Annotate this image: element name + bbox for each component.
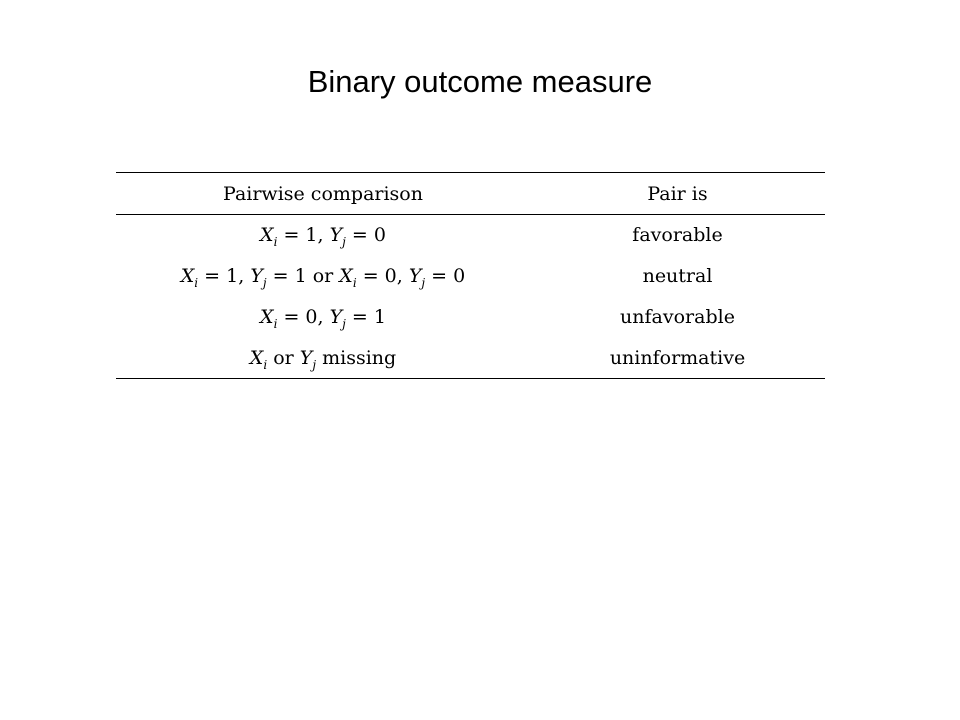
subscript-index: i: [194, 275, 199, 290]
comparison-cell: [116, 297, 530, 338]
table-row: [116, 297, 825, 338]
comparison-text: = 1,: [198, 265, 251, 287]
variable-symbol: X: [249, 346, 264, 369]
subscript-index: j: [312, 357, 317, 372]
comparison-text: = 0,: [356, 265, 409, 287]
variable-symbol: X: [260, 306, 274, 328]
comparison-text: = 0: [425, 265, 466, 287]
comparison-text: = 0,: [277, 306, 330, 328]
table-row: [116, 215, 825, 256]
comparison-text: = 1 or: [266, 265, 340, 287]
variable-symbol: X: [180, 265, 195, 287]
subscript-index: i: [273, 316, 278, 331]
variable-symbol: Y: [329, 224, 343, 247]
comparison-text: missing: [316, 346, 397, 369]
subscript-index: i: [273, 235, 278, 250]
subscript-index: j: [421, 275, 426, 290]
header-pair-is: Pair is: [530, 173, 825, 215]
table-header-row: [116, 173, 825, 215]
variable-symbol: Y: [250, 265, 263, 287]
subscript-index: i: [263, 357, 268, 372]
subscript-index: j: [342, 316, 346, 331]
comparison-cell: [116, 338, 530, 379]
variable-symbol: X: [260, 224, 274, 247]
result-cell: favorable: [632, 224, 723, 247]
comparison-text: = 1,: [277, 224, 330, 247]
comparison-cell: [116, 256, 530, 297]
comparison-text: = 0: [345, 224, 386, 247]
variable-symbol: X: [339, 265, 353, 287]
variable-symbol: Y: [329, 306, 343, 328]
outcome-table: [116, 172, 825, 379]
comparison-cell: [116, 215, 530, 256]
subscript-index: j: [262, 275, 267, 290]
result-cell: unfavorable: [620, 306, 735, 328]
comparison-text: or: [267, 346, 300, 369]
subscript-index: i: [352, 275, 357, 290]
comparison-text: = 1: [345, 306, 386, 328]
result-cell: neutral: [642, 265, 713, 287]
table-body: [116, 215, 825, 379]
slide-title: Binary outcome measure: [307, 64, 653, 99]
table-row: [116, 338, 825, 379]
subscript-index: j: [342, 235, 346, 250]
table-row: [116, 256, 825, 297]
variable-symbol: Y: [408, 265, 422, 287]
header-pairwise-comparison: Pairwise comparison: [116, 173, 530, 215]
result-cell: uninformative: [530, 338, 825, 379]
variable-symbol: Y: [299, 346, 313, 369]
